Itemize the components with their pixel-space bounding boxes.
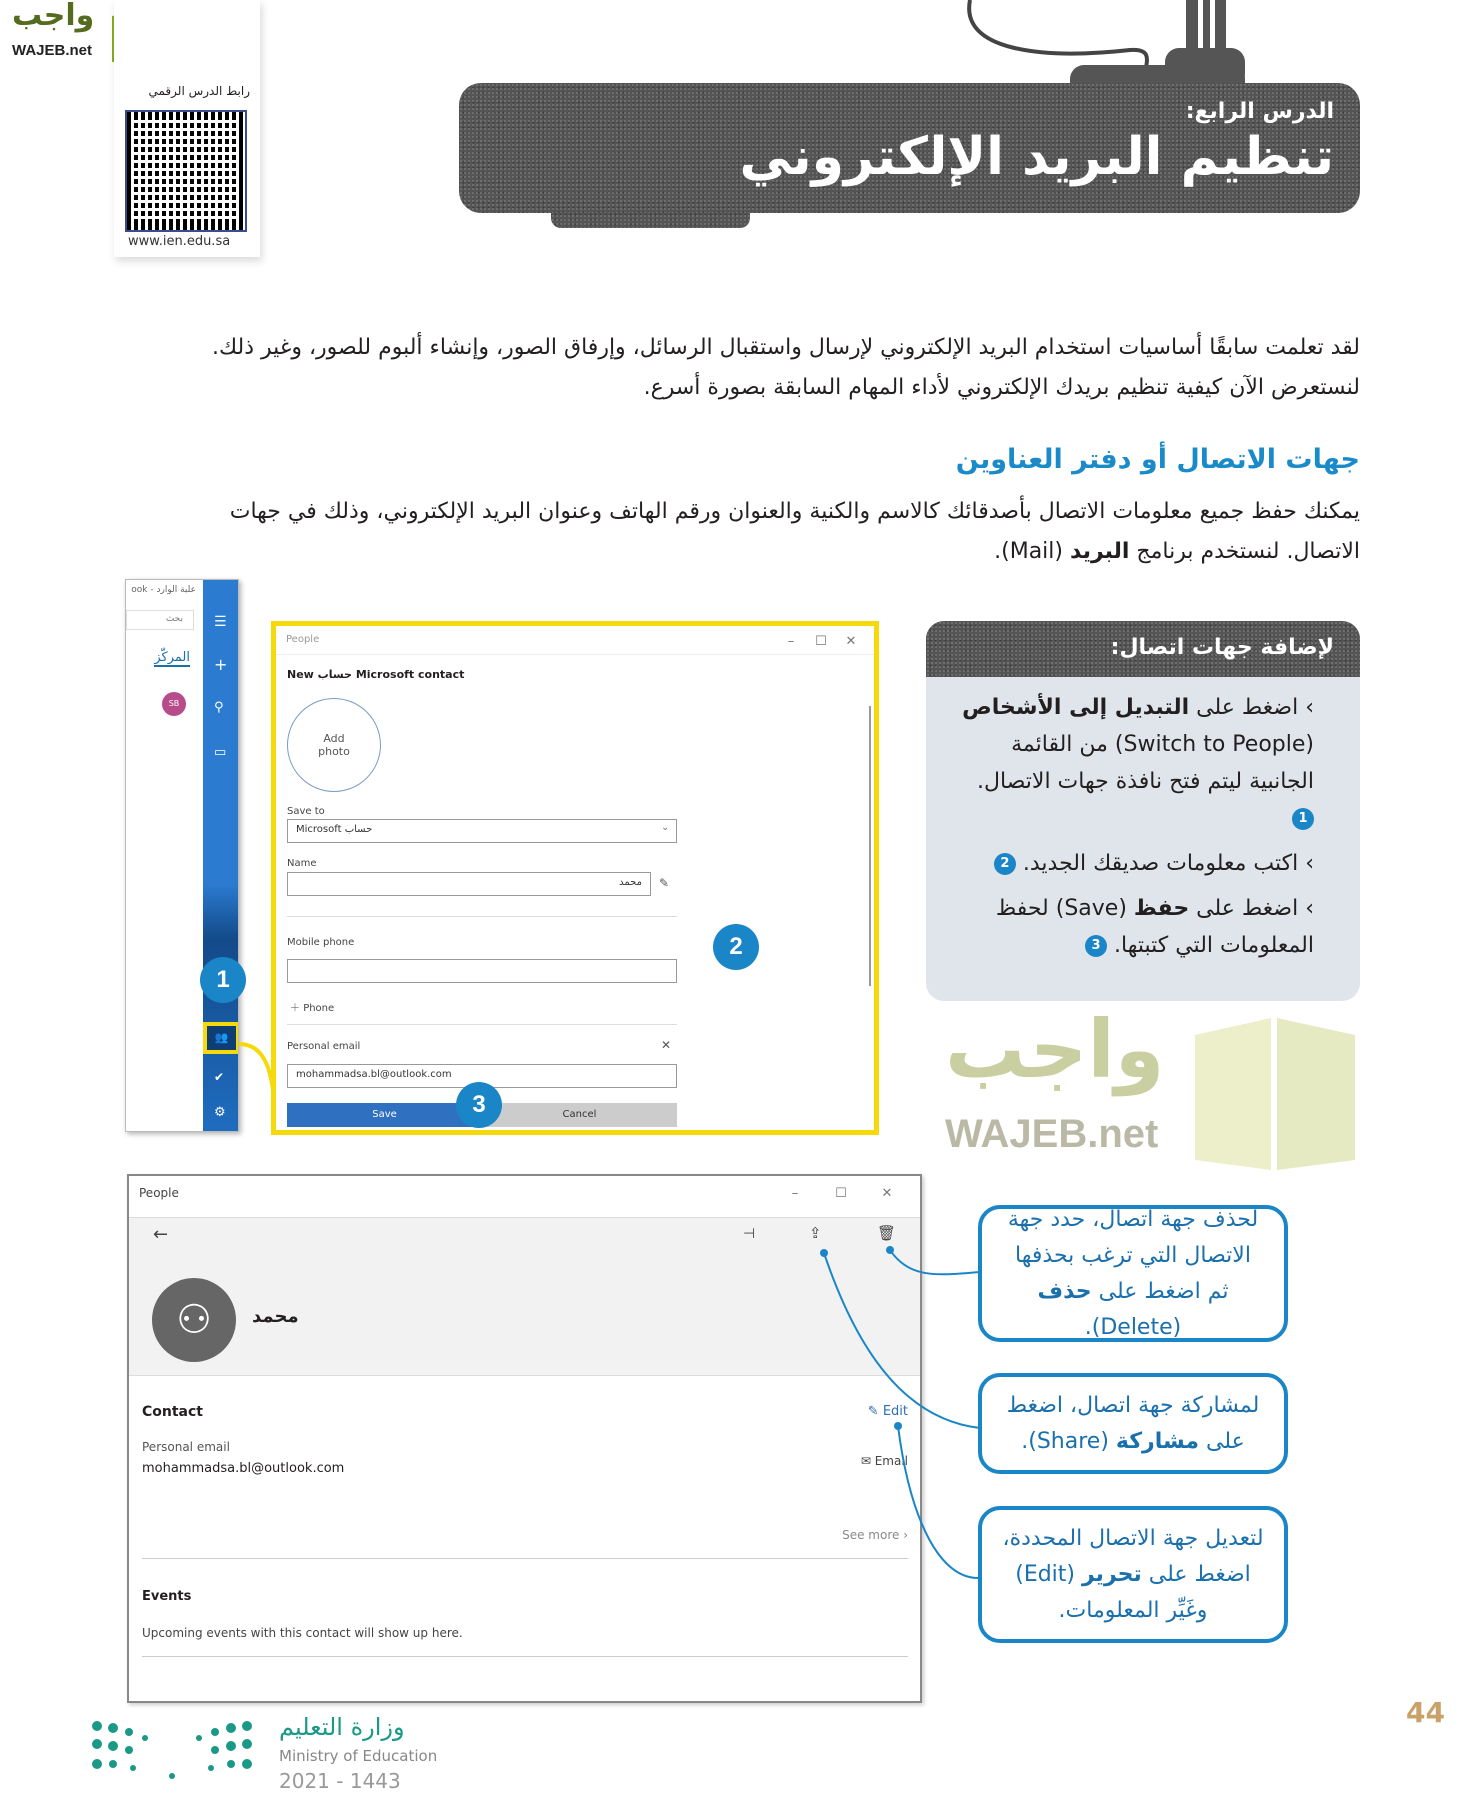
remove-email-icon[interactable]: ✕ [661,1038,672,1052]
step-badge-2: 2 [713,924,759,970]
step-badge-3: 3 [456,1082,502,1128]
text-bold: تحرير [1082,1561,1142,1587]
watermark-ar: واجب [945,1003,1165,1096]
step-2: › اكتب معلومات صديقك الجديد. 2 [950,845,1314,882]
text: (Mail). [994,539,1070,564]
text: (Edit) وغَيِّر المعلومات. [1015,1561,1208,1623]
mail-title: علبة الوارد - ook [131,585,196,595]
email-action-label: Email [874,1454,908,1468]
text: لمشاركة جهة اتصال، اضغط على [1006,1392,1260,1454]
text-bold: حذف [1037,1278,1092,1304]
avatar: SB [162,692,186,716]
step-badge-small: 1 [1292,808,1314,830]
menu-icon[interactable]: ☰ [214,614,227,630]
section-paragraph [140,492,1360,572]
logo-text-ar: واجب [12,0,95,33]
share-icon[interactable]: ⇪ [809,1224,822,1242]
form-heading: New حساب Microsoft contact [287,668,465,681]
see-more-label: See more [842,1528,900,1542]
text: اكتب معلومات صديقك الجديد. [1022,851,1299,876]
mobile-phone-input[interactable] [287,959,677,983]
text: (Save) لحفظ المعلومات التي كتبتها. [995,896,1314,958]
envelope-icon: ✉ [860,1454,875,1468]
text-bold: التبديل إلى الأشخاص [962,695,1190,720]
back-arrow-icon[interactable]: ← [153,1224,169,1245]
contact-section-title: Contact [142,1404,203,1420]
callout-delete [978,1205,1288,1342]
see-more-link[interactable]: See more › [842,1528,908,1542]
section-line-1: يمكنك حفظ جميع معلومات الاتصال بأصدقائك كالاسم والكنية والعنوان ورقم الهاتف وعنوان البريد الإلكتروني، وذلك في جهات [229,499,1360,524]
text-bold: مشاركة [1115,1428,1199,1454]
steps-list [926,677,1360,964]
steps-title: لإضافة جهات اتصال: [926,621,1360,677]
step-1: › اضغط على التبديل إلى الأشخاص (Switch to People) من القائمة الجانبية ليتم فتح نافذة جهات الاتصال. 1 [950,689,1314,837]
settings-icon[interactable]: ⚙ [214,1105,226,1120]
step-3: › اضغط على حفظ (Save) لحفظ المعلومات التي كتبتها. 3 [995,896,1314,958]
save-to-label: Save to [287,806,325,817]
lesson-title: تنظيم البريد الإلكتروني [739,127,1334,187]
ministry-emblem [89,1720,259,1782]
text: (Share). [1021,1428,1116,1454]
chevron-down-icon: ⌄ [661,822,670,833]
email-value[interactable]: mohammadsa.bl@outlook.com [142,1461,345,1476]
text: (Delete). [1084,1314,1182,1340]
text-bold: حفظ [1133,896,1190,921]
ministry-name-ar: وزارة التعليم [279,1713,405,1741]
callout-connectors [800,1220,990,1600]
section-line-2 [140,532,1360,572]
name-input[interactable]: محمد [287,872,651,896]
qr-card [114,0,260,257]
ministry-logo [89,1712,569,1796]
scrollbar[interactable] [869,706,871,986]
text: لتعديل جهة الاتصال المحددة، اضغط على [1002,1525,1264,1587]
add-phone-label: Phone [303,1003,335,1014]
delete-icon[interactable]: 🗑 [877,1224,897,1242]
email-label: Personal email [142,1440,230,1454]
maximize-icon[interactable]: ☐ [835,1186,847,1201]
intro-line-2: لنستعرض الآن كيفية تنظيم بريدك الإلكتروني لأداء المهام السابقة بصورة أسرع. [643,375,1360,400]
pin-icon[interactable]: ⊣ [743,1226,756,1242]
maximize-icon[interactable]: ☐ [815,634,827,649]
cancel-button[interactable]: Cancel [482,1103,677,1127]
mobile-phone-label[interactable]: Mobile phone [287,937,355,948]
mail-app-screenshot [125,579,239,1132]
section-heading: جهات الاتصال أو دفتر العناوين [955,444,1360,475]
pencil-icon[interactable]: ✎ [659,876,670,890]
window-controls[interactable] [772,1182,910,1201]
intro-paragraph [160,328,1360,408]
events-title: Events [142,1589,192,1604]
calendar-icon[interactable]: ▭ [214,745,227,760]
save-to-select[interactable]: Microsoft حساب [287,819,677,843]
step-badge-1: 1 [200,957,246,1003]
callout-share [978,1373,1288,1474]
add-photo-label: Add photo [318,732,350,758]
text: اضغط على [1189,896,1299,921]
steps-panel [926,621,1360,1001]
window-title: People [286,634,320,645]
qr-url[interactable]: www.ien.edu.sa [128,234,231,249]
add-phone-button[interactable] [290,999,334,1014]
pencil-icon: ✎ [867,1404,883,1419]
ministry-year: 2021 - 1443 [279,1769,401,1793]
callout-edit [978,1506,1288,1643]
plus-icon: ＋ [290,1003,304,1014]
watermark-book-icon [1195,1010,1355,1170]
minimize-icon[interactable]: – [791,1186,799,1201]
contact-avatar: ⚇ [152,1278,236,1362]
minimize-icon[interactable]: – [787,634,795,649]
watermark-en: WAJEB.net [945,1112,1159,1156]
qr-label: رابط الدرس الرقمي [148,84,250,98]
page-number: 44 [1406,1696,1445,1729]
mail-nav-bar [203,580,239,1132]
name-label: Name [287,858,317,869]
window-title: People [139,1186,179,1200]
personal-email-input[interactable]: mohammadsa.bl@outlook.com [287,1064,677,1088]
account-icon[interactable]: ⚲ [214,700,224,715]
qr-code[interactable] [125,110,247,232]
ministry-name-en: Ministry of Education [279,1747,438,1765]
switch-to-people-icon[interactable]: 👥 [203,1022,239,1054]
add-photo-button[interactable] [287,698,381,792]
lesson-banner [459,83,1360,213]
new-mail-icon[interactable]: + [214,655,228,674]
logo-text-en: WAJEB.net [12,42,93,59]
text: لحذف جهة اتصال، حدد جهة الاتصال التي ترغب بحذفها ثم اضغط على [1007,1206,1259,1304]
mail-search[interactable]: بحث [126,610,194,630]
contact-name: محمد [252,1306,299,1327]
wajeb-watermark [935,1003,1355,1170]
tab-focused[interactable]: المركّز [154,650,190,665]
step-badge-small: 2 [994,853,1016,875]
text: الاتصال. لنستخدم برنامج [1129,539,1360,564]
text: اضغط على [1189,695,1299,720]
close-icon[interactable]: ✕ [845,634,857,649]
new-contact-window [271,621,879,1135]
text: (Switch to People) من القائمة الجانبية ليتم فتح نافذة جهات الاتصال. [977,732,1314,794]
intro-line-1: لقد تعلمت سابقًا أساسيات استخدام البريد الإلكتروني لإرسال واستقبال الرسائل، وإرفاق الصور، وإنشاء ألبوم للصور، وغير ذلك. [212,335,1360,360]
step-badge-small: 3 [1085,935,1107,957]
personal-email-label[interactable]: Personal email [287,1041,361,1052]
save-button[interactable]: Save [287,1103,482,1127]
window-controls[interactable] [776,630,866,649]
mail-bold: البريد [1069,539,1130,564]
lesson-subtitle: الدرس الرابع: [1185,99,1334,124]
events-text: Upcoming events with this contact will show up here. [142,1626,463,1640]
todo-icon[interactable]: ✔ [214,1070,225,1084]
close-icon[interactable]: ✕ [881,1186,893,1201]
edit-label: Edit [882,1404,908,1419]
